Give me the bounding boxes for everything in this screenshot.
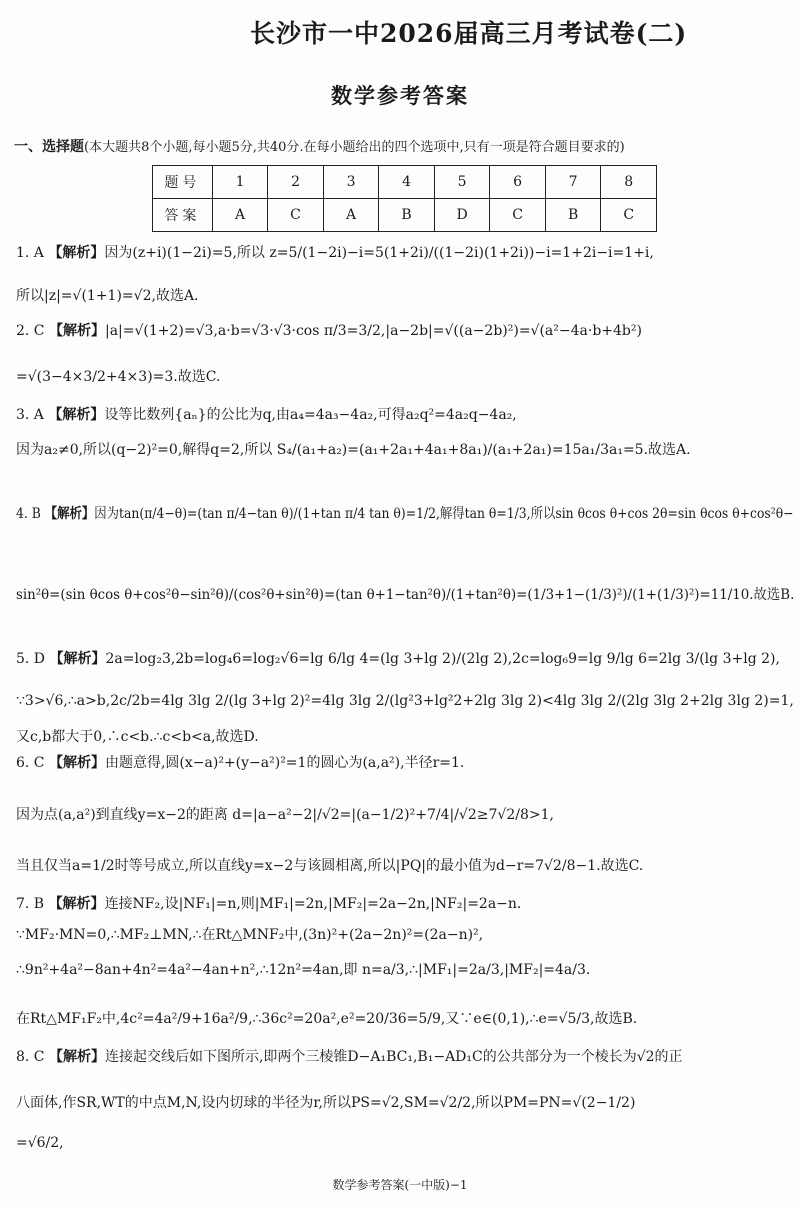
analysis-tag: 【解析】 — [48, 755, 105, 771]
table-cell: 8 — [601, 166, 657, 199]
solution-line — [16, 1094, 794, 1113]
solution-text: 设等比数列{aₙ}的公比为q,由a₄=4a₃−4a₂,可得a₂q²=4a₂q−4a₂, — [104, 407, 517, 423]
solution-text: 由题意得,圆(x−a)²+(y−a²)²=1的圆心为(a,a²),半径r=1. — [104, 755, 465, 771]
solution-text: 因为tan(π/4−θ)=(tan π/4−tan θ)/(1+tan π/4 tan θ)=1/2,解得tan θ=1/3,所以sin θcos θ+cos 2θ=sin θcos θ+cos²θ− — [94, 506, 794, 522]
table-cell: 5 — [434, 166, 490, 199]
analysis-tag: 【解析】 — [48, 896, 105, 912]
solution-text: ∴9n²+4a²−8an+4n²=4a²−4an+n²,∴12n²=4an,即 n=a/3,∴|MF₁|=2a/3,|MF₂|=4a/3. — [16, 962, 591, 978]
table-cell: 4 — [379, 166, 435, 199]
answer-table — [152, 165, 657, 232]
page-title: 长沙市一中2026届高三月考试卷(二) — [250, 19, 688, 48]
solution-text: |a|=√(1+2)=√3,a·b=√3·√3·cos π/3=3/2,|a−2b|=√((a−2b)²)=√(a²−4a·b+4b²) — [104, 323, 642, 339]
question-number: 2. C — [16, 323, 45, 339]
solution-line — [16, 926, 794, 945]
table-row-answers — [153, 199, 657, 232]
solution-text: ∵3>√6,∴a>b,2c/2b=4lg 3lg 2/(lg 3+lg 2)²=4lg 3lg 2/(lg²3+lg²2+2lg 3lg 2)<4lg 3lg 2/(2lg 3lg 2+2lg 3lg 2)=1, — [16, 693, 794, 709]
analysis-tag: 【解析】 — [48, 1049, 105, 1065]
question-number: 5. D — [16, 651, 46, 667]
solution-line — [16, 505, 794, 524]
table-row-numbers — [153, 166, 657, 199]
solution-text: 因为点(a,a²)到直线y=x−2的距离 d=|a−a²−2|/√2=|(a−1/2)²+7/4|/√2≥7√2/8>1, — [16, 807, 554, 823]
analysis-tag: 【解析】 — [48, 407, 105, 423]
solution-line — [16, 692, 794, 711]
solution-text: 因为a₂≠0,所以(q−2)²=0,解得q=2,所以 S₄/(a₁+a₂)=(a₁+2a₁+4a₁+8a₁)/(a₁+2a₁)=15a₁/3a₁=5.故选A. — [16, 442, 691, 458]
table-cell: 2 — [268, 166, 324, 199]
solution-line — [16, 586, 795, 605]
analysis-tag: 【解析】 — [44, 506, 95, 522]
page-footer: 数学参考答案(一中版)−1 — [332, 1178, 468, 1192]
solution-text: 因为(z+i)(1−2i)=5,所以 z=5/(1−2i)−i=5(1+2i)/((1−2i)(1+2i))−i=1+2i−i=1+i, — [104, 245, 654, 261]
table-cell: C — [268, 199, 324, 232]
solution-text: 八面体,作SR,WT的中点M,N,设内切球的半径为r,所以PS=√2,SM=√2/2,所以PM=PN=√(2−1/2) — [16, 1095, 636, 1111]
table-cell: 3 — [323, 166, 378, 199]
solution-line — [16, 728, 794, 747]
solution-text: 连接起交线后如下图所示,即两个三棱锥D−A₁BC₁,B₁−AD₁C的公共部分为一个棱长为√2的正 — [104, 1049, 683, 1065]
solution-text: =√6/2, — [16, 1135, 64, 1151]
solution-line — [16, 754, 794, 773]
solution-line — [16, 406, 794, 425]
question-number: 8. C — [16, 1049, 45, 1065]
table-cell: B — [379, 199, 435, 232]
solution-line — [16, 441, 794, 460]
solution-text: 又c,b都大于0,∴c<b.∴c<b<a,故选D. — [16, 729, 259, 745]
table-cell: 1 — [212, 166, 267, 199]
section-title: 一、选择题 — [14, 139, 84, 155]
section-heading — [14, 136, 794, 156]
table-header-cell: 题号 — [153, 166, 213, 199]
analysis-tag: 【解析】 — [48, 245, 105, 261]
solution-line — [16, 1048, 794, 1067]
solution-line — [16, 895, 794, 914]
solution-text: 当且仅当a=1/2时等号成立,所以直线y=x−2与该圆相离,所以|PQ|的最小值为d−r=7√2/8−1.故选C. — [16, 858, 644, 874]
question-number: 4. B — [16, 506, 41, 522]
analysis-tag: 【解析】 — [48, 323, 105, 339]
solution-text: =√(3−4×3/2+4×3)=3.故选C. — [16, 369, 221, 385]
table-cell: C — [490, 199, 546, 232]
solution-line — [16, 322, 794, 341]
solution-text: 在Rt△MF₁F₂中,4c²=4a²/9+16a²/9,∴36c²=20a²,e²=20/36=5/9,又∵e∈(0,1),∴e=√5/3,故选B. — [16, 1011, 638, 1027]
table-cell: D — [434, 199, 490, 232]
solution-line — [16, 806, 794, 825]
solution-line — [16, 287, 794, 306]
question-number: 1. A — [16, 245, 44, 261]
solution-line — [16, 368, 794, 387]
solution-line — [16, 1134, 794, 1153]
solution-line — [16, 650, 794, 669]
solution-text: 所以|z|=√(1+1)=√2,故选A. — [16, 288, 199, 304]
solution-text: 2a=log₂3,2b=log₄6=log₂√6=lg 6/lg 4=(lg 3+lg 2)/(2lg 2),2c=log₆9=lg 9/lg 6=2lg 3/(lg 3+lg 2), — [105, 651, 780, 667]
table-header-cell: 答案 — [153, 199, 213, 232]
solution-line — [16, 244, 794, 263]
page-subtitle: 数学参考答案 — [331, 84, 469, 108]
section-instructions: (本大题共8个小题,每小题5分,共40分.在每小题给出的四个选项中,只有一项是符合题目要求的) — [84, 140, 625, 155]
solution-line — [16, 1010, 794, 1029]
solution-text: 连接NF₂,设|NF₁|=n,则|MF₁|=2n,|MF₂|=2a−2n,|NF₂|=2a−n. — [104, 896, 522, 912]
solution-line — [16, 857, 794, 876]
question-number: 7. B — [16, 896, 45, 912]
solution-text: sin²θ=(sin θcos θ+cos²θ−sin²θ)/(cos²θ+sin²θ)=(tan θ+1−tan²θ)/(1+tan²θ)=(1/3+1−(1/3)²)/(1+(1/3)²)=11/10.故选B. — [16, 587, 795, 603]
question-number: 3. A — [16, 407, 44, 423]
question-number: 6. C — [16, 755, 45, 771]
table-cell: 6 — [490, 166, 546, 199]
table-cell: A — [323, 199, 378, 232]
solution-text: ∵MF₂·MN=0,∴MF₂⊥MN,∴在Rt△MNF₂中,(3n)²+(2a−2n)²=(2a−n)², — [16, 927, 484, 943]
table-cell: A — [212, 199, 267, 232]
table-cell: C — [601, 199, 657, 232]
table-cell: 7 — [545, 166, 601, 199]
analysis-tag: 【解析】 — [49, 651, 106, 667]
table-cell: B — [545, 199, 601, 232]
solution-line — [16, 961, 794, 980]
